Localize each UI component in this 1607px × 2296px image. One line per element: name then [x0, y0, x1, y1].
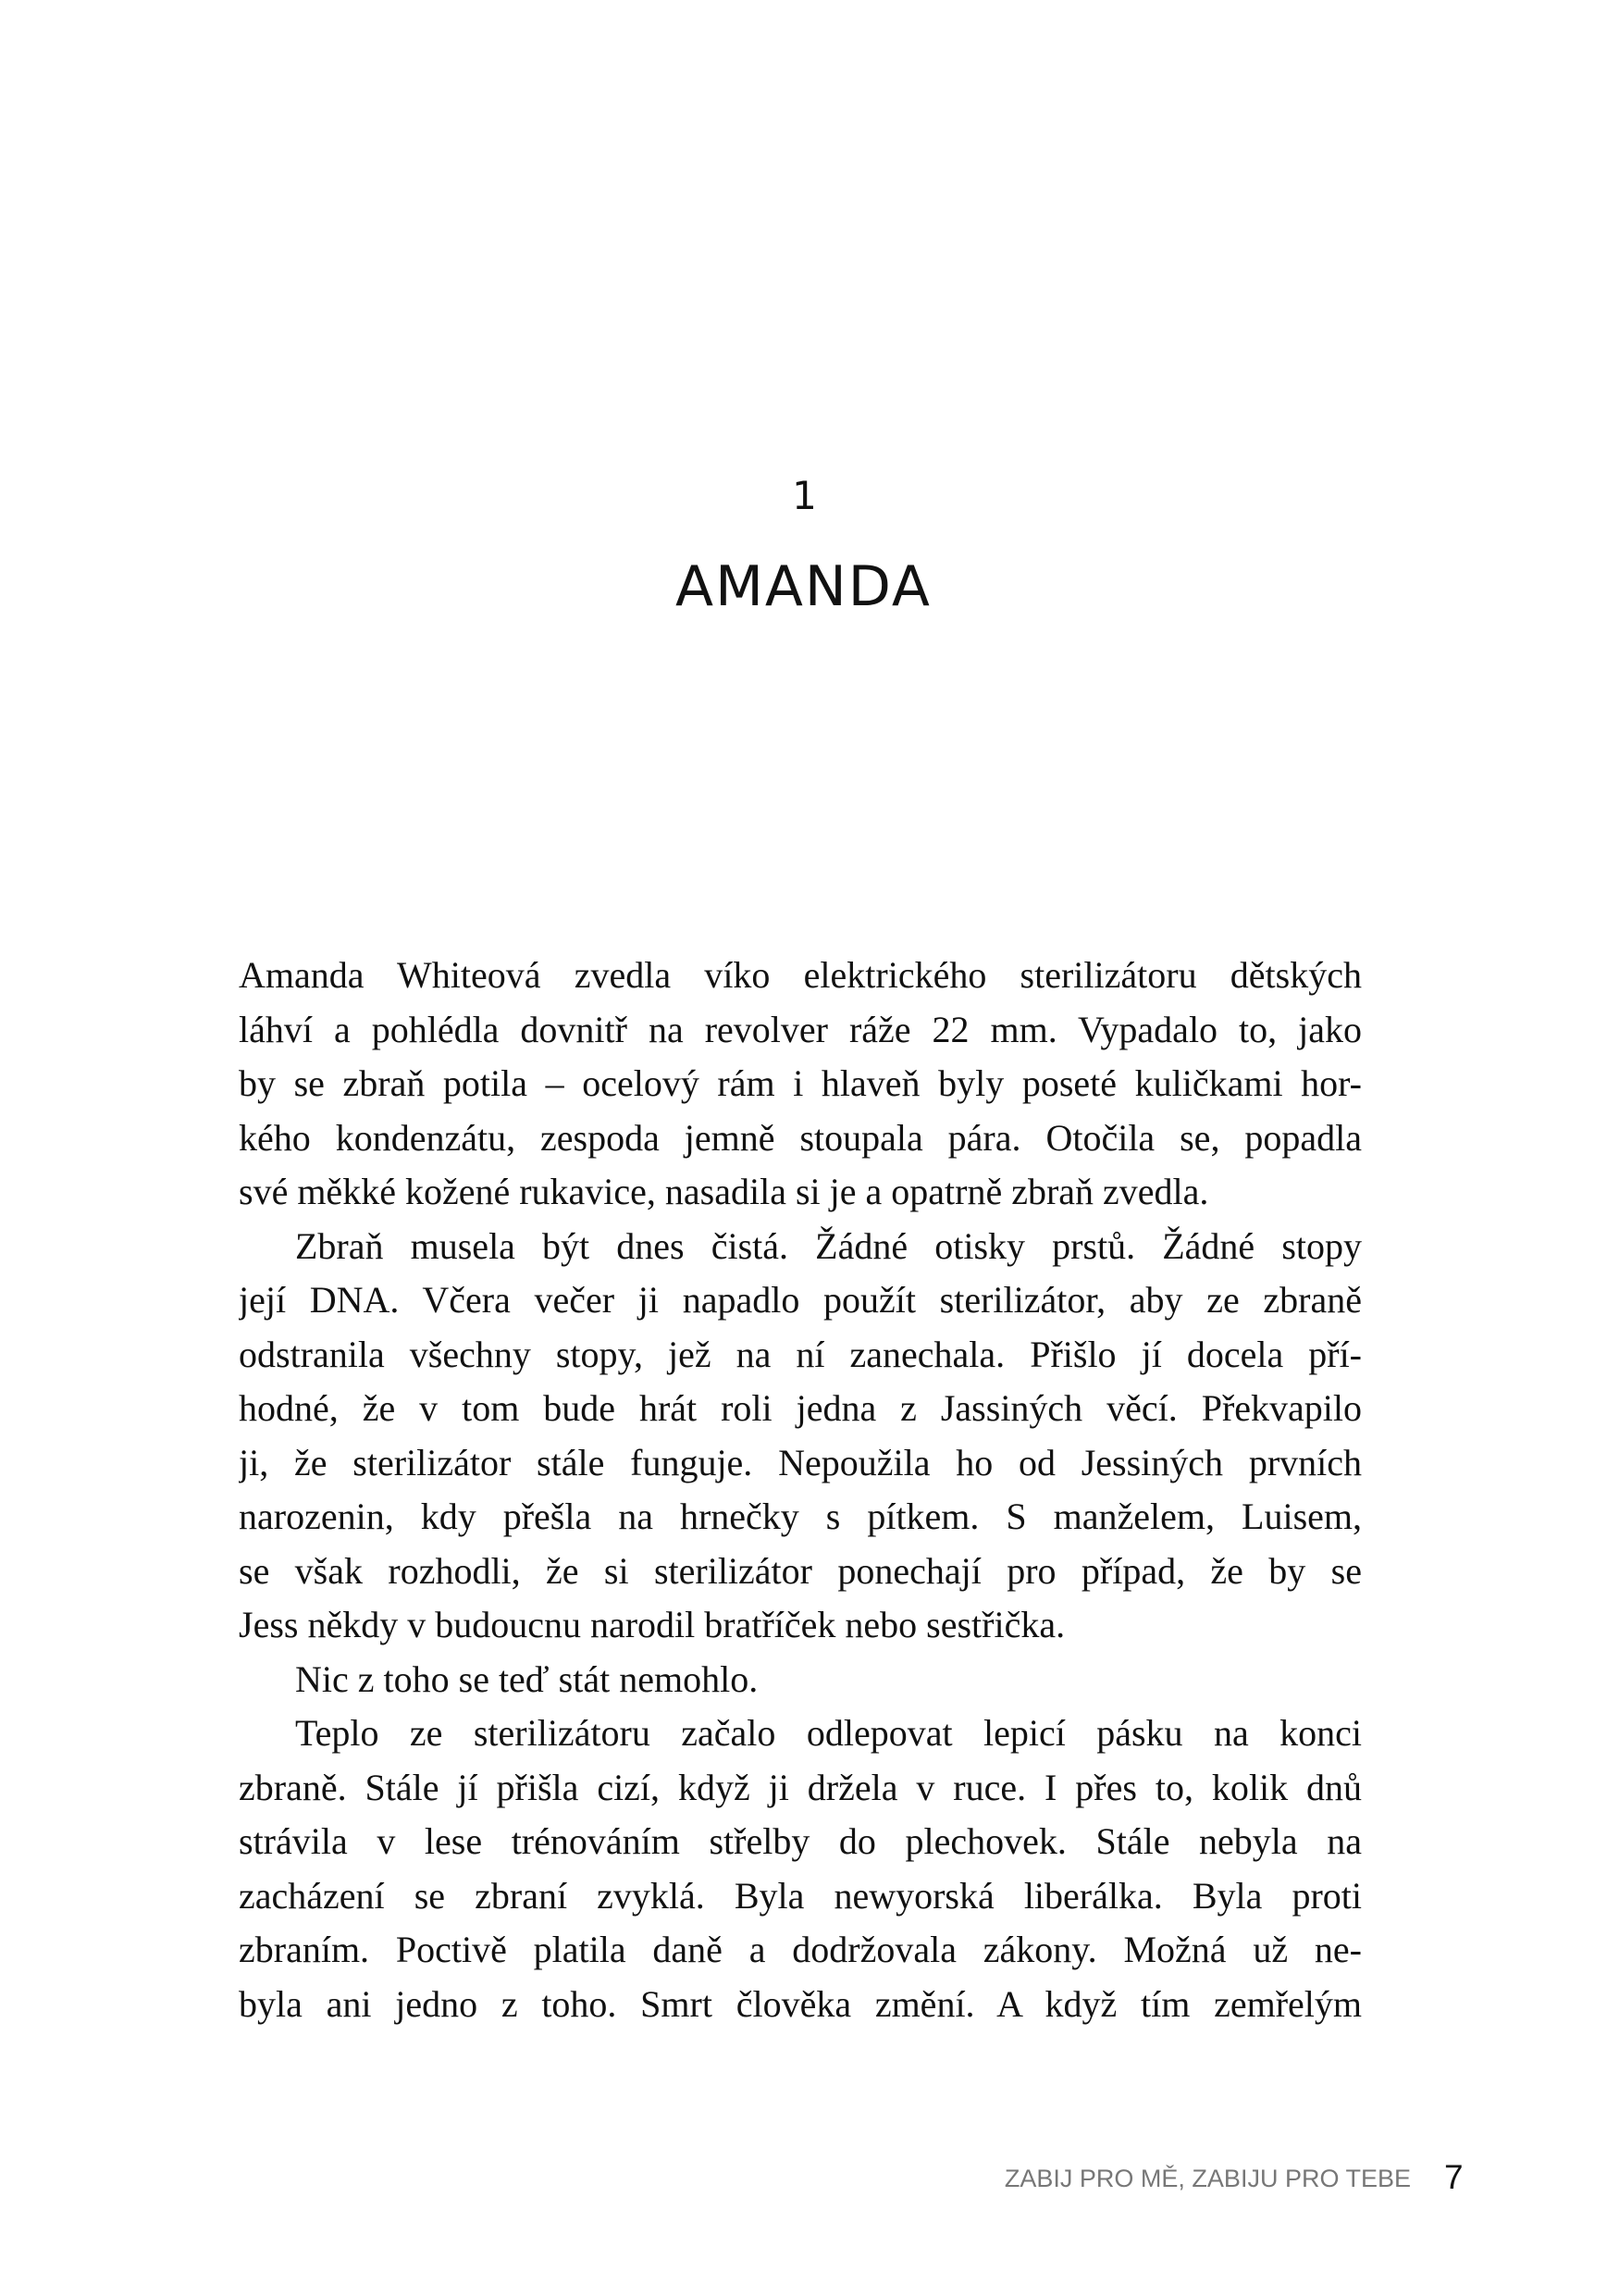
- chapter-title: AMANDA: [675, 554, 932, 619]
- page-number: 7: [1444, 2158, 1464, 2196]
- body-line: Amanda Whiteová zvedla víko elektrického sterilizátoru dětských: [239, 954, 1362, 996]
- body-line: kého kondenzátu, zespoda jemně stoupala pára. Otočila se, popadla: [239, 1116, 1362, 1159]
- body-line: strávila v lese trénováním střelby do plechovek. Stále nebyla na: [239, 1820, 1362, 1862]
- body-line: narozenin, kdy přešla na hrnečky s pítkem. S manželem, Luisem,: [239, 1496, 1362, 1537]
- body-line: by se zbraň potila – ocelový rám i hlaveň byly poseté kuličkami hor-: [239, 1062, 1362, 1104]
- body-line: odstranila všechny stopy, jež na ní zanechala. Přišlo jí docela pří-: [239, 1333, 1362, 1375]
- body-line: své měkké kožené rukavice, nasadila si je a opatrně zbraň zvedla.: [239, 1171, 1209, 1212]
- body-line: Teplo ze sterilizátoru začalo odlepovat lepicí pásku na konci: [295, 1712, 1362, 1754]
- body-line: hodné, že v tom bude hrát roli jedna z Jassiných věcí. Překvapilo: [239, 1387, 1362, 1429]
- chapter-body: [239, 949, 1362, 2031]
- body-line: zbraně. Stále jí přišla cizí, když ji držela v ruce. I přes to, kolik dnů: [239, 1766, 1362, 1808]
- body-line: Zbraň musela být dnes čistá. Žádné otisky prstů. Žádné stopy: [295, 1224, 1362, 1267]
- body-line: zbraním. Poctivě platila daně a dodržovala zákony. Možná už ne-: [239, 1929, 1362, 1970]
- body-line: Jess někdy v budoucnu narodil bratříček nebo sestřička.: [239, 1604, 1066, 1645]
- body-line: byla ani jedno z toho. Smrt člověka změní. A když tím zemřelým: [239, 1982, 1362, 2025]
- page-footer: [0, 2158, 1607, 2199]
- body-line: láhví a pohlédla dovnitř na revolver ráže 22 mm. Vypadalo to, jako: [239, 1008, 1362, 1050]
- body-line: se však rozhodli, že si sterilizátor ponechají pro případ, že by se: [239, 1549, 1362, 1592]
- body-line: zacházení se zbraní zvyklá. Byla newyorská liberálka. Byla proti: [239, 1874, 1362, 1917]
- running-title: ZABIJ PRO MĚ, ZABIJU PRO TEBE: [1004, 2165, 1411, 2192]
- body-line: ji, že sterilizátor stále funguje. Nepoužila ho od Jessiných prvních: [239, 1441, 1362, 1483]
- body-line: Nic z toho se teď stát nemohlo.: [295, 1657, 759, 1700]
- chapter-number: 1: [792, 473, 817, 518]
- body-line: její DNA. Včera večer ji napadlo použít sterilizátor, aby ze zbraně: [239, 1279, 1362, 1321]
